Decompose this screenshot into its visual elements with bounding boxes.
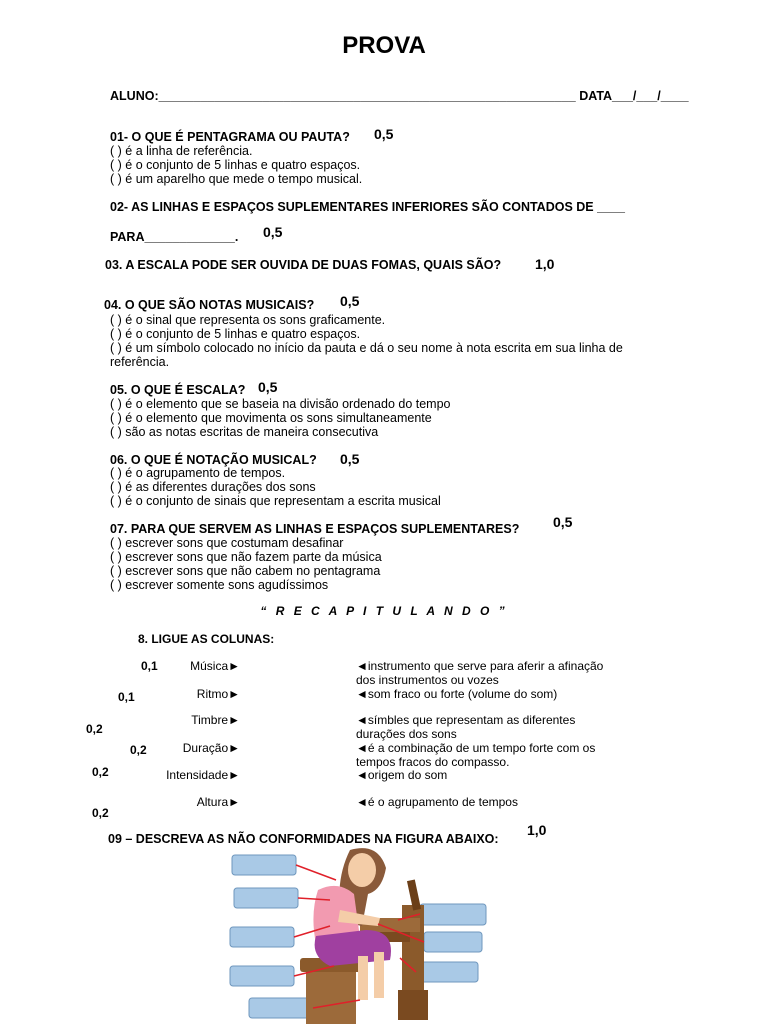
- q08-term: Música►: [190, 659, 240, 673]
- label-box-blank[interactable]: [230, 927, 294, 947]
- q08-definition: ◄som fraco ou forte (volume do som): [356, 687, 558, 701]
- q01-option: ( ) é a linha de referência.: [110, 144, 253, 158]
- question-05: 05. O QUE É ESCALA?: [110, 383, 246, 397]
- q08-definition: ◄origem do som: [356, 768, 448, 782]
- q08-score: 0,1: [118, 690, 135, 704]
- q07-option: ( ) escrever somente sons agudíssimos: [110, 578, 329, 592]
- q08-score: 0,2: [130, 743, 147, 757]
- recap-heading: “ R E C A P I T U L A N D O ”: [260, 604, 508, 618]
- q08-definition: ◄é a combinação de um tempo forte com os: [356, 741, 596, 755]
- q06-option: ( ) é as diferentes durações dos sons: [110, 480, 316, 494]
- score-05: 0,5: [258, 379, 278, 395]
- q08-term: Intensidade►: [166, 768, 240, 782]
- question-06: 06. O QUE É NOTAÇÃO MUSICAL?: [110, 453, 317, 467]
- q04-option: ( ) é um símbolo colocado no início da pauta e dá o seu nome à nota escrita em sua linha de: [110, 341, 623, 355]
- q07-option: ( ) escrever sons que não cabem no pentagrama: [110, 564, 381, 578]
- q05-option: ( ) é o elemento que movimenta os sons simultaneamente: [110, 411, 432, 425]
- score-06: 0,5: [340, 451, 360, 467]
- label-box-blank[interactable]: [416, 962, 478, 982]
- q08-score: 0,1: [141, 659, 158, 673]
- score-09: 1,0: [527, 822, 547, 838]
- label-box-blank[interactable]: [420, 904, 486, 925]
- q08-score: 0,2: [86, 722, 103, 736]
- page-title: PROVA: [342, 32, 426, 59]
- q04-option: ( ) é o sinal que representa os sons graficamente.: [110, 313, 386, 327]
- q08-term: Timbre►: [191, 713, 240, 727]
- q07-option: ( ) escrever sons que não fazem parte da música: [110, 550, 382, 564]
- question-02-line2: PARA_____________.: [110, 230, 239, 244]
- q06-option: ( ) é o agrupamento de tempos.: [110, 466, 286, 480]
- q08-term: Altura►: [196, 795, 240, 809]
- question-03: 03. A ESCALA PODE SER OUVIDA DE DUAS FOMAS, QUAIS SÃO?: [105, 258, 502, 272]
- question-07: 07. PARA QUE SERVEM AS LINHAS E ESPAÇOS SUPLEMENTARES?: [110, 522, 520, 536]
- label-box-blank[interactable]: [234, 888, 298, 908]
- q07-option: ( ) escrever sons que costumam desafinar: [110, 536, 344, 550]
- student-date-line: ALUNO:____________________________________________________________ DATA___/___/____: [110, 89, 689, 103]
- q08-definition: ◄é o agrupamento de tempos: [356, 795, 518, 809]
- q05-option: ( ) é o elemento que se baseia na divisão ordenado do tempo: [110, 397, 451, 411]
- stool-illustration: [300, 958, 362, 1024]
- score-04: 0,5: [340, 293, 360, 309]
- q08-definition-continued: tempos fracos do compasso.: [356, 755, 510, 769]
- question-08-title: 8. LIGUE AS COLUNAS:: [138, 632, 275, 646]
- q05-option: ( ) são as notas escritas de maneira consecutiva: [110, 425, 379, 439]
- q08-definition-continued: dos instrumentos ou vozes: [356, 673, 499, 687]
- label-box-blank[interactable]: [230, 966, 294, 986]
- label-box-blank[interactable]: [424, 932, 482, 952]
- question-02-line1: 02- AS LINHAS E ESPAÇOS SUPLEMENTARES INFERIORES SÃO CONTADOS DE ____: [110, 200, 625, 214]
- label-box-blank[interactable]: [232, 855, 296, 875]
- q08-definition: ◄instrumento que serve para aferir a afinação: [356, 659, 604, 673]
- q08-score: 0,2: [92, 806, 109, 820]
- q08-score: 0,2: [92, 765, 109, 779]
- q08-definition-continued: durações dos sons: [356, 727, 457, 741]
- score-03: 1,0: [535, 256, 555, 272]
- question-04: 04. O QUE SÃO NOTAS MUSICAIS?: [104, 298, 315, 312]
- q04-option-continued: referência.: [110, 355, 170, 369]
- score-01: 0,5: [374, 126, 394, 142]
- q04-option: ( ) é o conjunto de 5 linhas e quatro espaços.: [110, 327, 361, 341]
- q08-term: Ritmo►: [196, 687, 240, 701]
- q08-definition: ◄símbles que representam as diferentes: [356, 713, 576, 727]
- q01-option: ( ) é o conjunto de 5 linhas e quatro espaços.: [110, 158, 361, 172]
- score-02: 0,5: [263, 224, 283, 240]
- q08-term: Duração►: [182, 741, 240, 755]
- question-09: 09 – DESCREVA AS NÃO CONFORMIDADES NA FIGURA ABAIXO:: [108, 832, 499, 846]
- label-box-blank[interactable]: [249, 998, 313, 1018]
- score-07: 0,5: [553, 514, 573, 530]
- q06-option: ( ) é o conjunto de sinais que representam a escrita musical: [110, 494, 441, 508]
- question-01: 01- O QUE É PENTAGRAMA OU PAUTA?: [110, 130, 350, 144]
- q01-option: ( ) é um aparelho que mede o tempo musical.: [110, 172, 363, 186]
